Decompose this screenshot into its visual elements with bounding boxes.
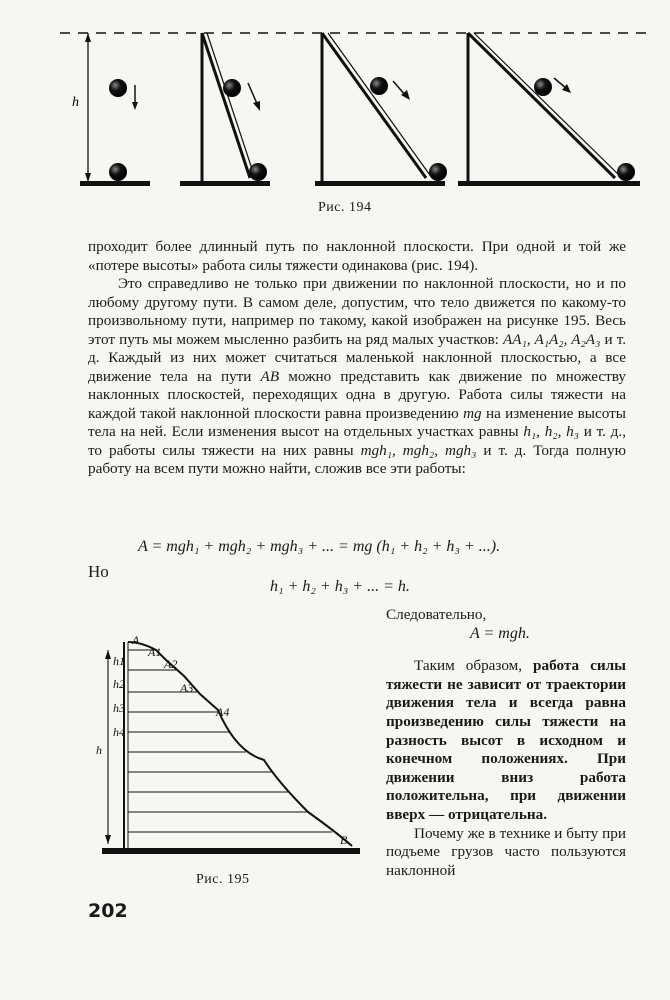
fig195-A3: A3 xyxy=(180,681,194,695)
body-text xyxy=(88,238,626,479)
fig194-panel-gentle xyxy=(458,33,640,186)
fig195-h1: h1 xyxy=(113,654,125,668)
page-number: 202 xyxy=(88,900,128,922)
fig194-height-label: h xyxy=(72,95,79,110)
fig194-panel-steep xyxy=(180,33,270,186)
paragraph-2: Это справедливо не только при движении по наклонной плоскости, но и по любому другому пути. В самом деле, допустим, что тело движется по какому-то произвольному пути, например по такому, какой изображен на рисунке 195. Весь этот путь мы можем мысленно разбить на ряд малых участков: AA₁, A₁A₂, A₂A₃ и т. д. Каждый из них может считаться маленькой наклонной плоскостью, а все движение тела на пути AB можно представить как движение по множеству наклонных плоскостей, переходящих одна в другую. Работа силы тяжести на каждой такой наклонной плоскости равна произведению mg на изменение высоты тела на ней. Если изменения высот на отдельных участках равны h₁, h₂, h₃ и т. д., то работы силы тяжести на них равны mgh₁, mgh₂, mgh₃ и т. д. Тогда полную работу на всем пути можно найти, сложив все эти работы: xyxy=(88,275,626,477)
fig195-B: B xyxy=(340,833,348,847)
figure-194-caption: Рис. 194 xyxy=(318,200,372,215)
fig195-A1: A1 xyxy=(148,645,162,659)
fig195-total-height: h xyxy=(96,743,102,757)
conclusion-paragraph: Таким образом, работа силы тяжести не зависит от траектории движения тела и всегда равна произведению силы тяжести на разность высот в исходном и конечном положениях. При движении вниз работа положительна, при движении вверх — отрицательна. xyxy=(386,657,626,823)
why-paragraph: Почему же в технике и быту при подъеме грузов часто пользуются наклонной xyxy=(386,824,626,879)
fig195-h2: h2 xyxy=(113,677,125,691)
fig195-A: A xyxy=(132,633,140,647)
formula-result: A = mgh. xyxy=(470,624,530,642)
fig195-h3: h3 xyxy=(113,701,125,715)
figure-195-caption: Рис. 195 xyxy=(196,872,250,887)
formula-work-sum: A = mgh₁ + mgh₂ + mgh₃ + ... = mg (h₁ + h₂ + h₃ + ...). xyxy=(138,538,501,555)
figure-195 xyxy=(96,632,366,862)
figure-194 xyxy=(60,20,650,195)
but-word: Но xyxy=(88,562,109,581)
fig195-h4: h4 xyxy=(113,725,125,739)
fig194-panel-vertical xyxy=(72,33,150,186)
paragraph-1: проходит более длинный путь по наклонной плоскости. При одной и той же «потере высоты» работа силы тяжести одинакова (рис. 194). xyxy=(88,238,626,274)
fig194-panel-medium xyxy=(315,33,447,186)
right-column xyxy=(386,606,626,880)
formula-height-sum: h₁ + h₂ + h₃ + ... = h. xyxy=(270,578,410,595)
fig195-A4: A4 xyxy=(216,705,230,719)
hence-text: Следовательно, xyxy=(386,606,487,623)
fig195-A2: A2 xyxy=(164,657,178,671)
